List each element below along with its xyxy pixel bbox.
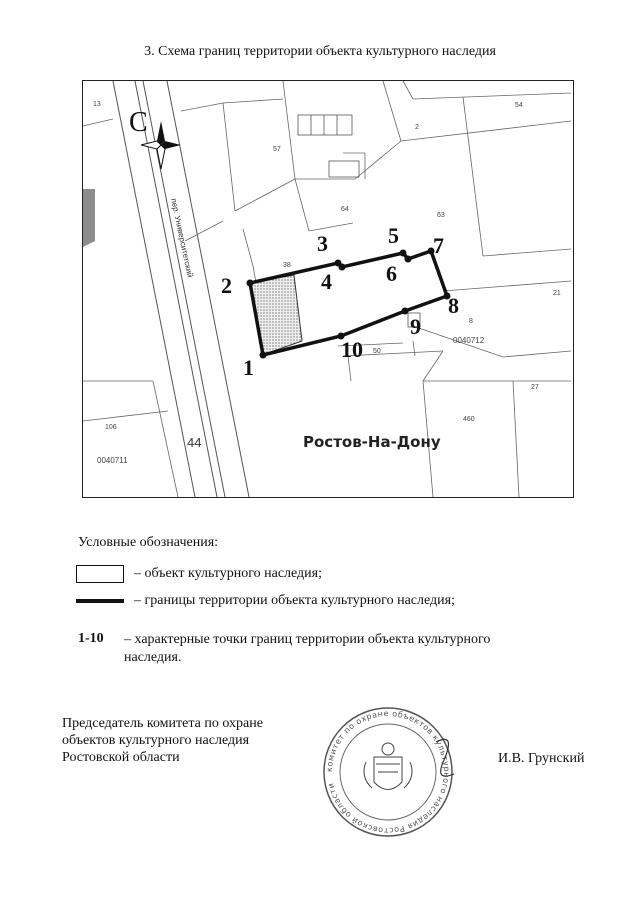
- legend-object-text: – объект культурного наследия;: [134, 566, 322, 581]
- parcel-label-large: 44: [187, 435, 202, 450]
- official-seal: [316, 702, 466, 842]
- point-label-9: 9: [410, 314, 421, 339]
- signatory-name: И.В. Грунский: [498, 751, 585, 766]
- legend-points-key: 1-10: [78, 631, 104, 646]
- parcel-label: 21: [553, 290, 561, 297]
- parcel-label: 106: [105, 424, 117, 431]
- parcel-label: 50: [373, 348, 381, 355]
- legend-boundary-swatch: [76, 599, 124, 603]
- heritage-object: [250, 275, 302, 355]
- point-4-marker: [339, 264, 346, 271]
- parcel-label: 63: [437, 212, 445, 219]
- parcel-label: 460: [463, 416, 475, 423]
- legend-boundary-text: – границы территории объекта культурного наследия;: [134, 593, 455, 608]
- point-5-marker: [400, 250, 407, 257]
- parcel-label: 13: [93, 101, 101, 108]
- street-label: пер. Университетский: [169, 197, 195, 279]
- point-label-3: 3: [317, 231, 328, 256]
- point-label-10: 10: [341, 337, 363, 362]
- position-line: объектов культурного наследия: [62, 733, 250, 748]
- parcel-label: 27: [531, 384, 539, 391]
- point-label-1: 1: [243, 355, 254, 380]
- position-line: Председатель комитета по охране: [62, 716, 263, 731]
- point-label-7: 7: [433, 233, 444, 258]
- compass-north-label: С: [129, 107, 148, 138]
- city-label: Ростов-На-Дону: [303, 433, 441, 451]
- point-label-2: 2: [221, 273, 232, 298]
- gray-parcel: [83, 189, 95, 247]
- parcel-label: 54: [515, 102, 523, 109]
- point-label-6: 6: [386, 261, 397, 286]
- parcel-label: 38: [283, 262, 291, 269]
- legend-title: Условные обозначения:: [78, 535, 219, 550]
- boundary-map: [82, 80, 574, 498]
- point-6-marker: [405, 256, 412, 263]
- parcel-label: 8: [469, 318, 473, 325]
- parcel-label: 2: [415, 124, 419, 131]
- parcel-label: 64: [341, 206, 349, 213]
- point-2-marker: [247, 280, 254, 287]
- point-9-marker: [402, 308, 409, 315]
- parcel-label: 57: [273, 146, 281, 153]
- page-title: 3. Схема границ территории объекта культурного наследия: [144, 44, 496, 59]
- legend-object-swatch: [76, 565, 124, 583]
- point-1-marker: [260, 352, 267, 359]
- cadastral-label: 0040711: [97, 456, 128, 465]
- point-label-4: 4: [321, 269, 332, 294]
- point-label-8: 8: [448, 293, 459, 318]
- legend-points-text: – характерные точки границ территории объекта культурного наследия.: [124, 632, 491, 665]
- signatory-position: [62, 715, 263, 766]
- point-label-5: 5: [388, 223, 399, 248]
- position-line: Ростовской области: [62, 750, 180, 765]
- small-buildings: [298, 115, 420, 327]
- coat-of-arms-icon: [364, 743, 412, 790]
- seal-text: комитет по охране объектов культурного наследия Ростовской области: [324, 708, 452, 836]
- cadastral-label: 0040712: [453, 336, 485, 345]
